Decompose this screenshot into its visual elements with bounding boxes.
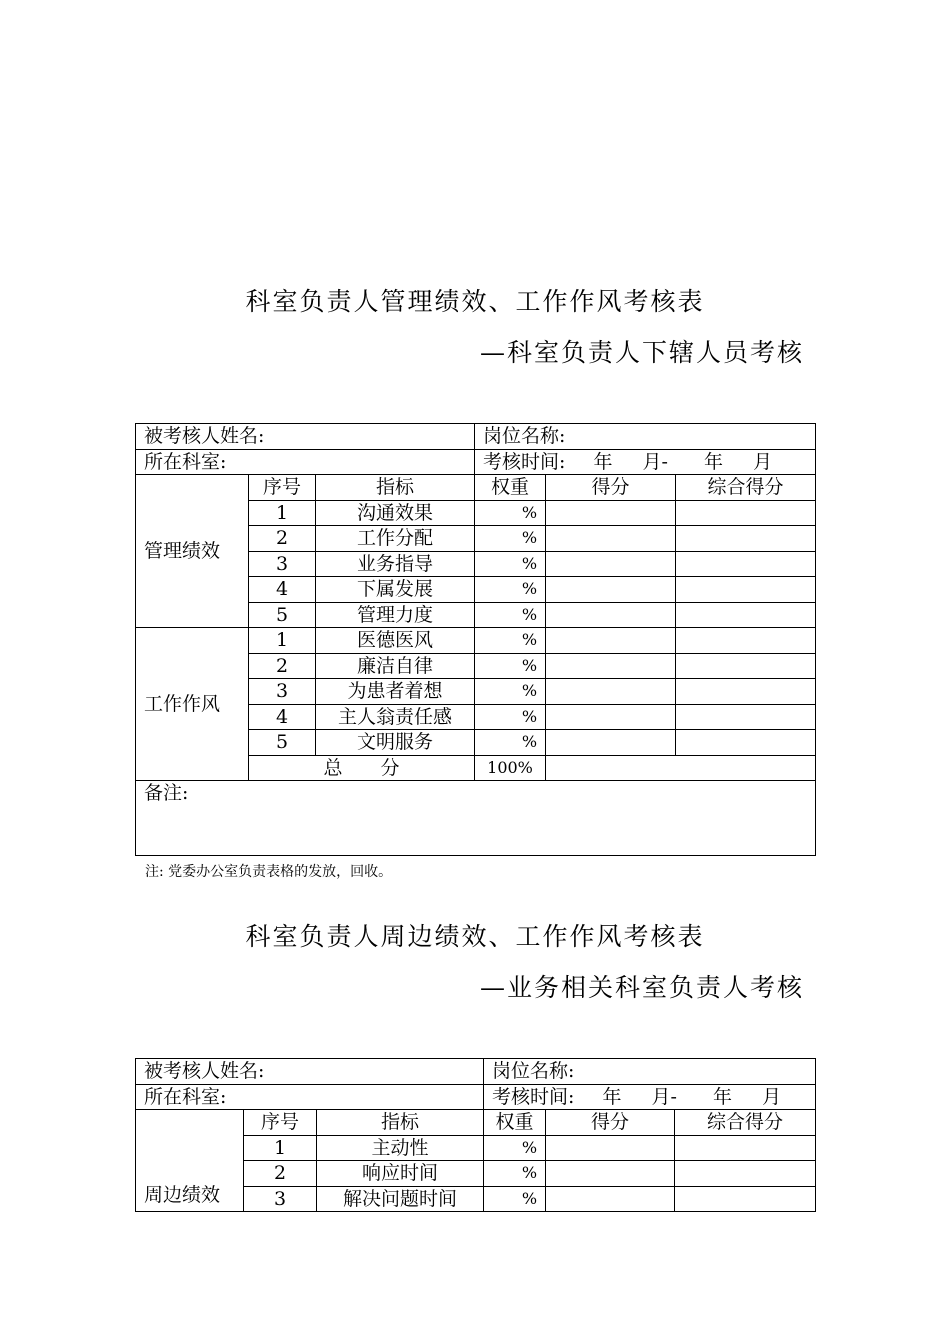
header-score: 得分 xyxy=(546,1110,675,1136)
row-seq: 2 xyxy=(244,1161,317,1187)
row-score-cell[interactable] xyxy=(546,653,676,679)
row-seq: 5 xyxy=(249,730,316,756)
row-score-cell[interactable] xyxy=(546,500,676,526)
form2-name-field[interactable]: 被考核人姓名: xyxy=(136,1059,484,1085)
row-weight[interactable]: % xyxy=(484,1161,546,1187)
row-seq: 3 xyxy=(244,1186,317,1212)
total-score-cell[interactable] xyxy=(546,755,816,781)
row-indicator: 工作分配 xyxy=(316,526,475,552)
group-label-peripheral: 周边绩效 xyxy=(136,1110,244,1212)
row-weight[interactable]: % xyxy=(484,1186,546,1212)
header-seq: 序号 xyxy=(244,1110,317,1136)
row-score-cell[interactable] xyxy=(546,1161,675,1187)
row-weight[interactable]: % xyxy=(475,602,546,628)
row-seq: 3 xyxy=(249,679,316,705)
row-score-cell[interactable] xyxy=(546,551,676,577)
row-indicator: 为患者着想 xyxy=(316,679,475,705)
row-total-score-cell[interactable] xyxy=(675,1161,816,1187)
header-total-score: 综合得分 xyxy=(676,475,816,501)
row-indicator: 下属发展 xyxy=(316,577,475,603)
row-total-score-cell[interactable] xyxy=(676,500,816,526)
row-weight[interactable]: % xyxy=(475,577,546,603)
form1-position-field[interactable]: 岗位名称: xyxy=(475,424,816,450)
row-seq: 4 xyxy=(249,577,316,603)
form1-header-row xyxy=(136,475,816,501)
header-weight: 权重 xyxy=(475,475,546,501)
month-unit: 月- xyxy=(642,450,668,473)
row-total-score-cell[interactable] xyxy=(676,577,816,603)
row-weight[interactable]: % xyxy=(475,679,546,705)
row-seq: 1 xyxy=(249,628,316,654)
row-weight[interactable]: % xyxy=(475,704,546,730)
row-weight[interactable]: % xyxy=(475,526,546,552)
row-total-score-cell[interactable] xyxy=(676,704,816,730)
row-total-score-cell[interactable] xyxy=(676,679,816,705)
header-score: 得分 xyxy=(546,475,676,501)
row-score-cell[interactable] xyxy=(546,628,676,654)
form2-period-field[interactable] xyxy=(484,1084,816,1110)
row-score-cell[interactable] xyxy=(546,1135,675,1161)
period-label: 考核时间: xyxy=(483,450,566,473)
month-unit: 月 xyxy=(753,450,773,473)
form1-title: 科室负责人管理绩效、工作作风考核表 xyxy=(245,287,705,316)
row-weight[interactable]: % xyxy=(475,551,546,577)
form1-table xyxy=(135,423,816,856)
row-total-score-cell[interactable] xyxy=(676,602,816,628)
row-seq: 4 xyxy=(249,704,316,730)
total-label: 总 分 xyxy=(249,755,475,781)
row-total-score-cell[interactable] xyxy=(676,653,816,679)
header-weight: 权重 xyxy=(484,1110,546,1136)
remark-row xyxy=(136,781,816,856)
row-indicator: 响应时间 xyxy=(317,1161,484,1187)
month-unit: 月 xyxy=(762,1085,782,1108)
row-indicator: 沟通效果 xyxy=(316,500,475,526)
year-unit: 年 xyxy=(593,450,613,473)
row-score-cell[interactable] xyxy=(546,577,676,603)
row-seq: 1 xyxy=(249,500,316,526)
row-weight[interactable]: % xyxy=(484,1135,546,1161)
form2-dept-field[interactable]: 所在科室: xyxy=(136,1084,484,1110)
row-indicator: 医德医风 xyxy=(316,628,475,654)
row-total-score-cell[interactable] xyxy=(676,551,816,577)
row-seq: 3 xyxy=(249,551,316,577)
year-unit: 年 xyxy=(713,1085,733,1108)
form1-period-field[interactable] xyxy=(475,449,816,475)
form2-position-field[interactable]: 岗位名称: xyxy=(484,1059,816,1085)
footnote: 注: 党委办公室负责表格的发放，回收。 xyxy=(145,864,393,880)
form2-row-dept xyxy=(136,1084,816,1110)
row-weight[interactable]: % xyxy=(475,500,546,526)
row-score-cell[interactable] xyxy=(546,730,676,756)
header-total-score: 综合得分 xyxy=(675,1110,816,1136)
row-total-score-cell[interactable] xyxy=(675,1186,816,1212)
form1-subtitle: —科室负责人下辖人员考核 xyxy=(479,338,804,367)
form2-title: 科室负责人周边绩效、工作作风考核表 xyxy=(245,922,705,951)
row-total-score-cell[interactable] xyxy=(675,1135,816,1161)
form2-row-name xyxy=(136,1059,816,1085)
row-seq: 2 xyxy=(249,526,316,552)
row-total-score-cell[interactable] xyxy=(676,526,816,552)
header-indicator: 指标 xyxy=(316,475,475,501)
row-score-cell[interactable] xyxy=(546,602,676,628)
row-score-cell[interactable] xyxy=(546,526,676,552)
row-weight[interactable]: % xyxy=(475,628,546,654)
group-label-management: 管理绩效 xyxy=(136,475,249,628)
row-seq: 2 xyxy=(249,653,316,679)
year-unit: 年 xyxy=(602,1085,622,1108)
row-indicator: 业务指导 xyxy=(316,551,475,577)
form2-subtitle: —业务相关科室负责人考核 xyxy=(479,973,804,1002)
form1-row-dept xyxy=(136,449,816,475)
header-indicator: 指标 xyxy=(317,1110,484,1136)
table-row xyxy=(136,628,816,654)
row-indicator: 主动性 xyxy=(317,1135,484,1161)
form1-name-field[interactable]: 被考核人姓名: xyxy=(136,424,475,450)
row-weight[interactable]: % xyxy=(475,653,546,679)
row-score-cell[interactable] xyxy=(546,679,676,705)
row-score-cell[interactable] xyxy=(546,704,676,730)
period-label: 考核时间: xyxy=(492,1085,575,1108)
row-indicator: 廉洁自律 xyxy=(316,653,475,679)
year-unit: 年 xyxy=(704,450,724,473)
header-seq: 序号 xyxy=(249,475,316,501)
row-seq: 1 xyxy=(244,1135,317,1161)
row-seq: 5 xyxy=(249,602,316,628)
row-indicator: 文明服务 xyxy=(316,730,475,756)
total-weight: 100% xyxy=(475,755,546,781)
month-unit: 月- xyxy=(651,1085,677,1108)
row-weight[interactable]: % xyxy=(475,730,546,756)
row-total-score-cell[interactable] xyxy=(676,730,816,756)
row-indicator: 主人翁责任感 xyxy=(316,704,475,730)
form1-dept-field[interactable]: 所在科室: xyxy=(136,449,475,475)
row-score-cell[interactable] xyxy=(546,1186,675,1212)
row-total-score-cell[interactable] xyxy=(676,628,816,654)
row-indicator: 解决问题时间 xyxy=(317,1186,484,1212)
form1-row-name xyxy=(136,424,816,450)
row-indicator: 管理力度 xyxy=(316,602,475,628)
form2-header-row xyxy=(136,1110,816,1136)
group-label-work-style: 工作作风 xyxy=(136,628,249,781)
remark-field[interactable]: 备注: xyxy=(136,781,816,856)
form2-table xyxy=(135,1058,816,1212)
